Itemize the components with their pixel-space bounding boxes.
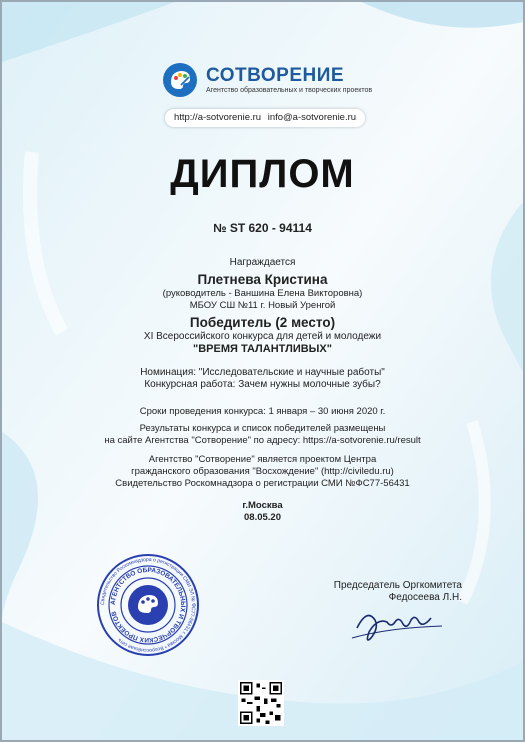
signer-name: Федосеева Л.Н.	[388, 592, 462, 603]
dates-block	[2, 406, 523, 418]
results-block	[2, 423, 523, 447]
handwritten-signature	[347, 598, 447, 648]
place: Победитель (2 место)	[189, 315, 336, 330]
site-link[interactable]: http://a-sotvorenie.ru	[173, 112, 262, 123]
project-line-3: Свидетельство Роскомнадзора о регистрации СМИ №ФС77-56431	[115, 478, 410, 489]
stamp-outer-text: Свидетельство Роскомнадзора о регистрации СМИ ЭЛ № ФС77-56431 г. Москва • Всероссийская сеть	[99, 556, 197, 654]
nomination-block	[2, 367, 523, 391]
email-link[interactable]: info@a-sotvorenie.ru	[267, 112, 357, 123]
contacts-bar	[165, 109, 365, 127]
org-logo	[162, 62, 372, 98]
competition-work: Конкурсная работа: Зачем нужны молочные зубы?	[144, 379, 381, 390]
award-block	[2, 257, 523, 355]
results-line-2: на сайте Агентства "Сотворение" по адресу: https://a-sotvorenie.ru/result	[104, 435, 421, 446]
brand-name: СОТВОРЕНИЕ	[206, 64, 345, 86]
stamp-inner-text: АГЕНТСТВО ОБРАЗОВАТЕЛЬНЫХ И ТВОРЧЕСКИХ ПРОЕКТОВ	[109, 566, 187, 644]
awarded-label: Награждается	[229, 257, 296, 268]
palette-icon	[162, 62, 198, 98]
brand-tagline: Агентство образовательных и творческих проектов	[206, 86, 373, 94]
place-date-block	[2, 500, 523, 524]
diploma-title: ДИПЛОМ	[170, 152, 355, 196]
contest-name: "ВРЕМЯ ТАЛАНТЛИВЫХ"	[192, 343, 332, 355]
issue-date: 08.05.20	[244, 512, 281, 523]
nomination: Номинация: "Исследовательские и научные работы"	[140, 367, 385, 378]
signer-role: Председатель Оргкомитета	[333, 580, 462, 591]
project-block	[2, 454, 523, 490]
supervisor: (руководитель - Ваншина Елена Викторовна)	[162, 288, 363, 299]
city: г.Москва	[242, 500, 283, 511]
official-stamp	[96, 553, 200, 657]
school: МБОУ СШ №11 г. Новый Уренгой	[189, 300, 336, 311]
qr-code[interactable]	[238, 680, 284, 726]
contest: XI Всероссийского конкурса для детей и молодежи	[143, 331, 382, 342]
project-line-1: Агентство "Сотворение" является проектом Центра	[148, 454, 377, 465]
contest-dates: Сроки проведения конкурса: 1 января – 30 июня 2020 г.	[139, 406, 386, 417]
project-line-2: гражданского образования "Восхождение" (http://civiledu.ru)	[131, 466, 394, 477]
diploma-number: № ST 620 - 94114	[213, 221, 312, 235]
results-line-1: Результаты конкурса и список победителей размещены	[139, 423, 386, 434]
winner-name: Плетнева Кристина	[197, 272, 328, 287]
